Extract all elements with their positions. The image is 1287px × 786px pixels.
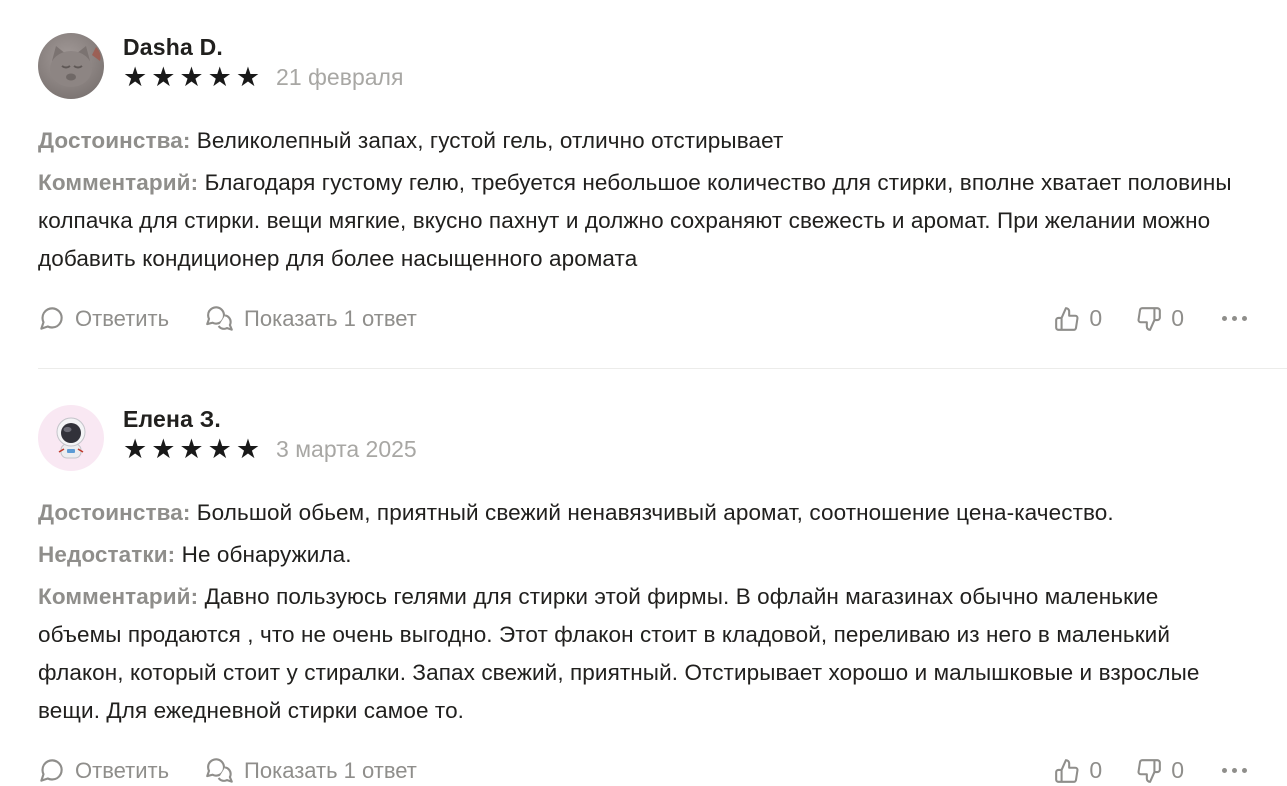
vote-group	[1020, 305, 1247, 332]
review-header	[38, 33, 1247, 99]
review-body	[38, 494, 1247, 730]
avatar	[38, 405, 104, 471]
pros-label: Достоинства:	[38, 500, 191, 525]
show-replies-button[interactable]	[205, 757, 417, 784]
star-rating: ★★★★★	[123, 62, 265, 92]
more-options-icon	[1222, 768, 1247, 773]
review-actions	[38, 757, 1247, 784]
like-count: 0	[1089, 305, 1103, 331]
show-replies-label: Показать 1 ответ	[244, 305, 417, 331]
thumbs-up-icon	[1054, 758, 1080, 784]
reply-label: Ответить	[75, 305, 170, 331]
more-options-icon	[1222, 316, 1247, 321]
reply-button[interactable]	[38, 305, 169, 332]
cat-photo-image	[38, 33, 104, 99]
review-comment	[38, 578, 1247, 730]
astronaut-image	[51, 416, 91, 460]
cons-label: Недостатки:	[38, 542, 176, 567]
replies-icon	[205, 757, 234, 784]
comment-label: Комментарий:	[38, 584, 199, 609]
like-button[interactable]	[1054, 305, 1102, 332]
review-card	[38, 33, 1247, 332]
cons-text: Не обнаружила.	[181, 542, 352, 567]
review-comment	[38, 164, 1247, 278]
reply-button[interactable]	[38, 757, 169, 784]
more-options-button[interactable]	[1222, 316, 1247, 321]
review-body	[38, 122, 1247, 278]
pros-label: Достоинства:	[38, 128, 191, 153]
dislike-button[interactable]	[1136, 757, 1184, 784]
review-divider	[38, 368, 1287, 369]
author-name: Елена З.	[123, 406, 221, 432]
more-options-button[interactable]	[1222, 768, 1247, 773]
speech-bubble-icon	[38, 757, 65, 784]
review-date: 3 марта 2025	[276, 436, 417, 462]
review-pros	[38, 122, 1247, 160]
like-button[interactable]	[1054, 757, 1102, 784]
thumbs-up-icon	[1054, 306, 1080, 332]
thumbs-down-icon	[1136, 758, 1162, 784]
review-header	[38, 405, 1247, 471]
author-name: Dasha D.	[123, 34, 224, 60]
vote-group	[1020, 757, 1247, 784]
avatar	[38, 33, 104, 99]
review-actions	[38, 305, 1247, 332]
review-cons	[38, 536, 1247, 574]
pros-text: Великолепный запах, густой гель, отлично отстирывает	[196, 128, 784, 153]
review-date: 21 февраля	[276, 64, 404, 90]
show-replies-button[interactable]	[205, 305, 417, 332]
dislike-count: 0	[1171, 757, 1184, 783]
replies-icon	[205, 305, 234, 332]
comment-label: Комментарий:	[38, 170, 199, 195]
review-card	[38, 405, 1247, 784]
thumbs-down-icon	[1136, 306, 1162, 332]
pros-text: Большой обьем, приятный свежий ненавязчивый аромат, соотношение цена-качество.	[196, 500, 1114, 525]
review-pros	[38, 494, 1247, 532]
comment-text: Давно пользуюсь гелями для стирки этой фирмы. В офлайн магазинах обычно маленькие объемы продаются , что не очень выгодно. Этот флакон стоит в кладовой, переливаю из него в маленький флакон, который стоит у стиралки. Запах свежий, приятный. Отстирывает хорошо и малышковые и взрослые вещи. Для ежедневной стирки самое то.	[38, 584, 1200, 723]
dislike-button[interactable]	[1136, 305, 1184, 332]
like-count: 0	[1089, 757, 1103, 783]
reply-label: Ответить	[75, 757, 170, 783]
show-replies-label: Показать 1 ответ	[244, 757, 417, 783]
speech-bubble-icon	[38, 305, 65, 332]
comment-text: Благодаря густому гелю, требуется небольшое количество для стирки, вполне хватает половины колпачка для стирки. вещи мягкие, вкусно пахнут и должно сохраняют свежесть и аромат. При желании можно добавить кондиционер для более насыщенного аромата	[38, 170, 1232, 271]
dislike-count: 0	[1171, 305, 1184, 331]
star-rating: ★★★★★	[123, 434, 265, 464]
